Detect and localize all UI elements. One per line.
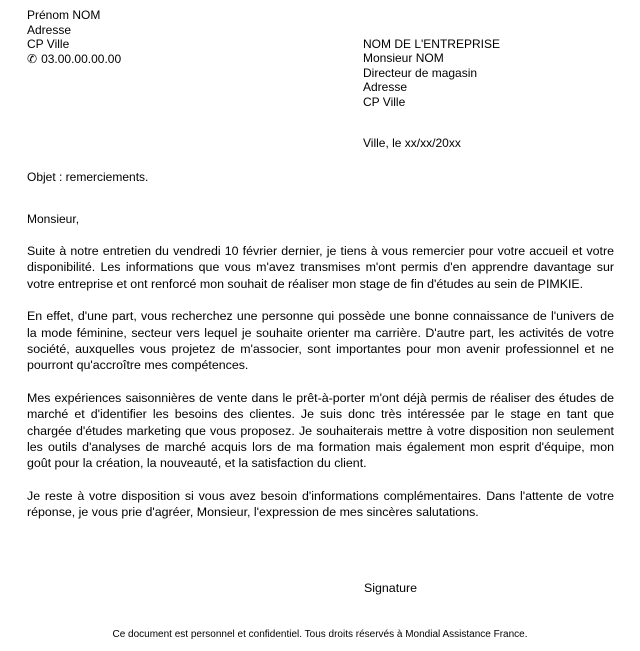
subject-line: Objet : remerciements. <box>27 170 149 184</box>
signature-label: Signature <box>364 581 418 595</box>
sender-name: Prénom NOM <box>27 8 101 22</box>
sender-city: CP Ville <box>27 37 70 51</box>
paragraph-3: Mes expériences saisonnières de vente dans le prêt-à-porter m'ont déjà permis de réaliser des études de marché et d'identifier les besoins des clientes. Je suis donc très intéressée par le stage en tant que chargée d'études marketing que vous proposez. Je souhaiterais mettre à votre disposition non seulement les outils d'analyses de marché acquis lors de ma formation mais également mon esprit d'équipe, mon goût pour la création, la nouveauté, et la satisfaction du client. <box>27 390 614 471</box>
date-line: Ville, le xx/xx/20xx <box>363 136 461 150</box>
paragraph-2: En effet, d'une part, vous recherchez une personne qui possède une bonne connaissance de l'univers de la mode féminine, secteur vers lequel je souhaite orienter ma carrière. D'autre part, les activités de votre société, auxquelles vous projetez de m'associer, sont importantes pour mon avenir professionnel et ne pourront qu'accroître mes compétences. <box>27 309 614 373</box>
paragraph-4: Je reste à votre disposition si vous avez besoin d'informations complémentaires. Dans l'attente de votre réponse, je vous prie d'agréer, Monsieur, l'expression de mes sincères salutations. <box>27 488 614 520</box>
sender-block <box>27 8 121 66</box>
recipient-address: Adresse <box>363 80 408 95</box>
recipient-city: CP Ville <box>363 94 406 109</box>
recipient-company: NOM DE L'ENTREPRISE <box>363 37 500 51</box>
confidentiality-footer: Ce document est personnel et confidentiel. Tous droits réservés à Mondial Assistance France. <box>112 629 528 640</box>
recipient-contact: Monsieur NOM <box>363 51 444 66</box>
sender-phone-number: 03.00.00.00.00 <box>41 51 122 66</box>
phone-icon: ✆ <box>27 51 38 66</box>
recipient-block <box>363 37 500 109</box>
paragraph-1: Suite à notre entretien du vendredi 10 février dernier, je tiens à vous remercier pour votre accueil et votre disponibilité. Les informations que vous m'avez transmises m'ont permis d'en apprendre davantage sur votre entreprise et ont renforcé mon souhait de réaliser mon stage de fin d'études au sein de PIMKIE. <box>27 244 614 291</box>
sender-phone-line <box>27 52 121 67</box>
salutation: Monsieur, <box>27 212 80 226</box>
recipient-title: Directeur de magasin <box>363 65 478 80</box>
letter-body <box>27 243 614 537</box>
sender-address: Adresse <box>27 22 72 37</box>
